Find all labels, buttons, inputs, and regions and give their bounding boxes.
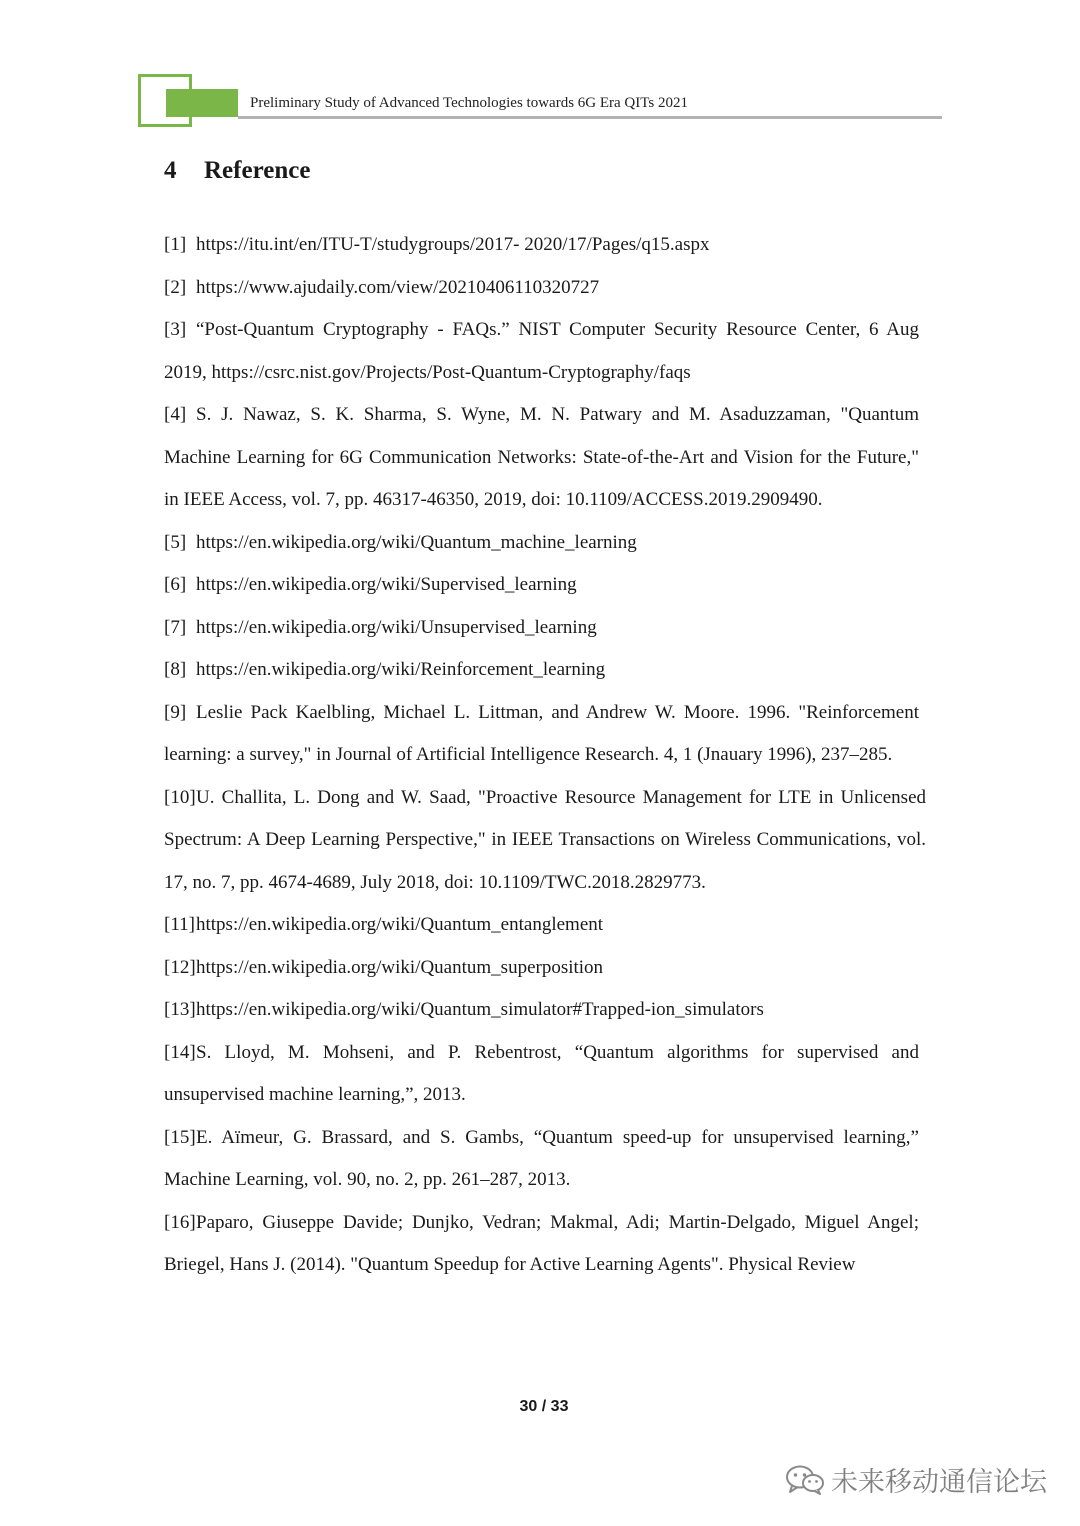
reference-item	[164, 904, 919, 947]
reference-label: [10]	[164, 786, 196, 808]
section-number: 4	[164, 157, 177, 184]
reference-list	[164, 224, 926, 1287]
watermark-text: 未来移动通信论坛	[831, 1467, 1047, 1498]
reference-item	[164, 1032, 919, 1117]
header-logo-fill	[166, 89, 238, 117]
reference-label: [13]	[164, 999, 196, 1020]
reference-label: [4]	[164, 404, 187, 425]
reference-text: S. Lloyd, M. Mohseni, and P. Rebentrost, “Quantum algorithms for supervised and unsupervised machine learning,”, 2013.	[164, 1041, 919, 1105]
reference-text: https://en.wikipedia.org/wiki/Supervised_learning	[196, 574, 577, 595]
page-number: 30 / 33	[519, 1398, 569, 1415]
reference-item	[164, 1202, 919, 1287]
reference-label: [3]	[164, 319, 187, 340]
reference-label: [5]	[164, 531, 187, 553]
reference-label: [9]	[164, 701, 187, 723]
reference-item	[164, 394, 919, 522]
reference-item	[164, 989, 919, 1032]
reference-text: E. Aïmeur, G. Brassard, and S. Gambs, “Quantum speed-up for unsupervised learning,” Machine Learning, vol. 90, no. 2, pp. 261–287, 2013.	[164, 1126, 919, 1190]
reference-label: [6]	[164, 574, 187, 595]
reference-text: https://en.wikipedia.org/wiki/Quantum_superposition	[196, 956, 604, 978]
reference-label: [14]	[164, 1041, 196, 1063]
reference-item	[164, 522, 919, 565]
reference-text: “Post-Quantum Cryptography - FAQs.” NIST Computer Security Resource Center, 6 Aug 2019, https://csrc.nist.gov/Projects/Post-Quantum-Cryptography/faqs	[164, 319, 919, 383]
watermark	[785, 1460, 1047, 1499]
section-heading	[164, 157, 310, 185]
reference-text: https://en.wikipedia.org/wiki/Quantum_entanglement	[196, 914, 604, 935]
reference-item	[164, 564, 919, 607]
reference-text: Paparo, Giuseppe Davide; Dunjko, Vedran; Makmal, Adi; Martin-Delgado, Miguel Angel; Briegel, Hans J. (2014). "Quantum Speedup for Active Learning Agents". Physical Review	[164, 1211, 919, 1275]
reference-label: [15]	[164, 1126, 196, 1148]
reference-label: [2]	[164, 276, 187, 298]
reference-text: https://en.wikipedia.org/wiki/Quantum_machine_learning	[196, 531, 637, 553]
header-rule	[238, 116, 942, 119]
reference-text: https://itu.int/en/ITU-T/studygroups/2017- 2020/17/Pages/q15.aspx	[196, 234, 710, 255]
reference-label: [12]	[164, 956, 196, 978]
reference-label: [7]	[164, 616, 187, 638]
reference-label: [11]	[164, 914, 195, 935]
reference-item	[164, 224, 919, 267]
reference-item	[164, 1117, 919, 1202]
reference-item	[164, 777, 926, 905]
reference-text: https://en.wikipedia.org/wiki/Quantum_simulator#Trapped-ion_simulators	[196, 999, 764, 1020]
reference-text: https://en.wikipedia.org/wiki/Reinforcement_learning	[196, 659, 606, 680]
reference-item	[164, 267, 919, 310]
section-title: Reference	[204, 157, 311, 184]
reference-item	[164, 947, 919, 990]
reference-item	[164, 649, 919, 692]
reference-label: [16]	[164, 1211, 196, 1233]
running-header-title: Preliminary Study of Advanced Technologies towards 6G Era QITs 2021	[250, 95, 688, 111]
wechat-icon	[785, 1463, 825, 1497]
reference-item	[164, 309, 919, 394]
reference-label: [1]	[164, 234, 187, 255]
reference-item	[164, 607, 919, 650]
reference-text: https://www.ajudaily.com/view/20210406110320727	[196, 276, 600, 298]
reference-text: U. Challita, L. Dong and W. Saad, "Proactive Resource Management for LTE in Unlicensed Spectrum: A Deep Learning Perspective," in IEEE Transactions on Wireless Communications, vol. 17, no. 7, pp. 4674-4689, July 2018, doi: 10.1109/TWC.2018.2829773.	[164, 786, 926, 893]
reference-label: [8]	[164, 659, 187, 680]
reference-text: https://en.wikipedia.org/wiki/Unsupervised_learning	[196, 616, 597, 638]
reference-text: S. J. Nawaz, S. K. Sharma, S. Wyne, M. N. Patwary and M. Asaduzzaman, "Quantum Machine Learning for 6G Communication Networks: State-of-the-Art and Vision for the Future," in IEEE Access, vol. 7, pp. 46317-46350, 2019, doi: 10.1109/ACCESS.2019.2909490.	[164, 404, 919, 510]
reference-text: Leslie Pack Kaelbling, Michael L. Littman, and Andrew W. Moore. 1996. "Reinforcement learning: a survey," in Journal of Artificial Intelligence Research. 4, 1 (Jnauary 1996), 237–285.	[164, 701, 919, 765]
reference-item	[164, 692, 919, 777]
